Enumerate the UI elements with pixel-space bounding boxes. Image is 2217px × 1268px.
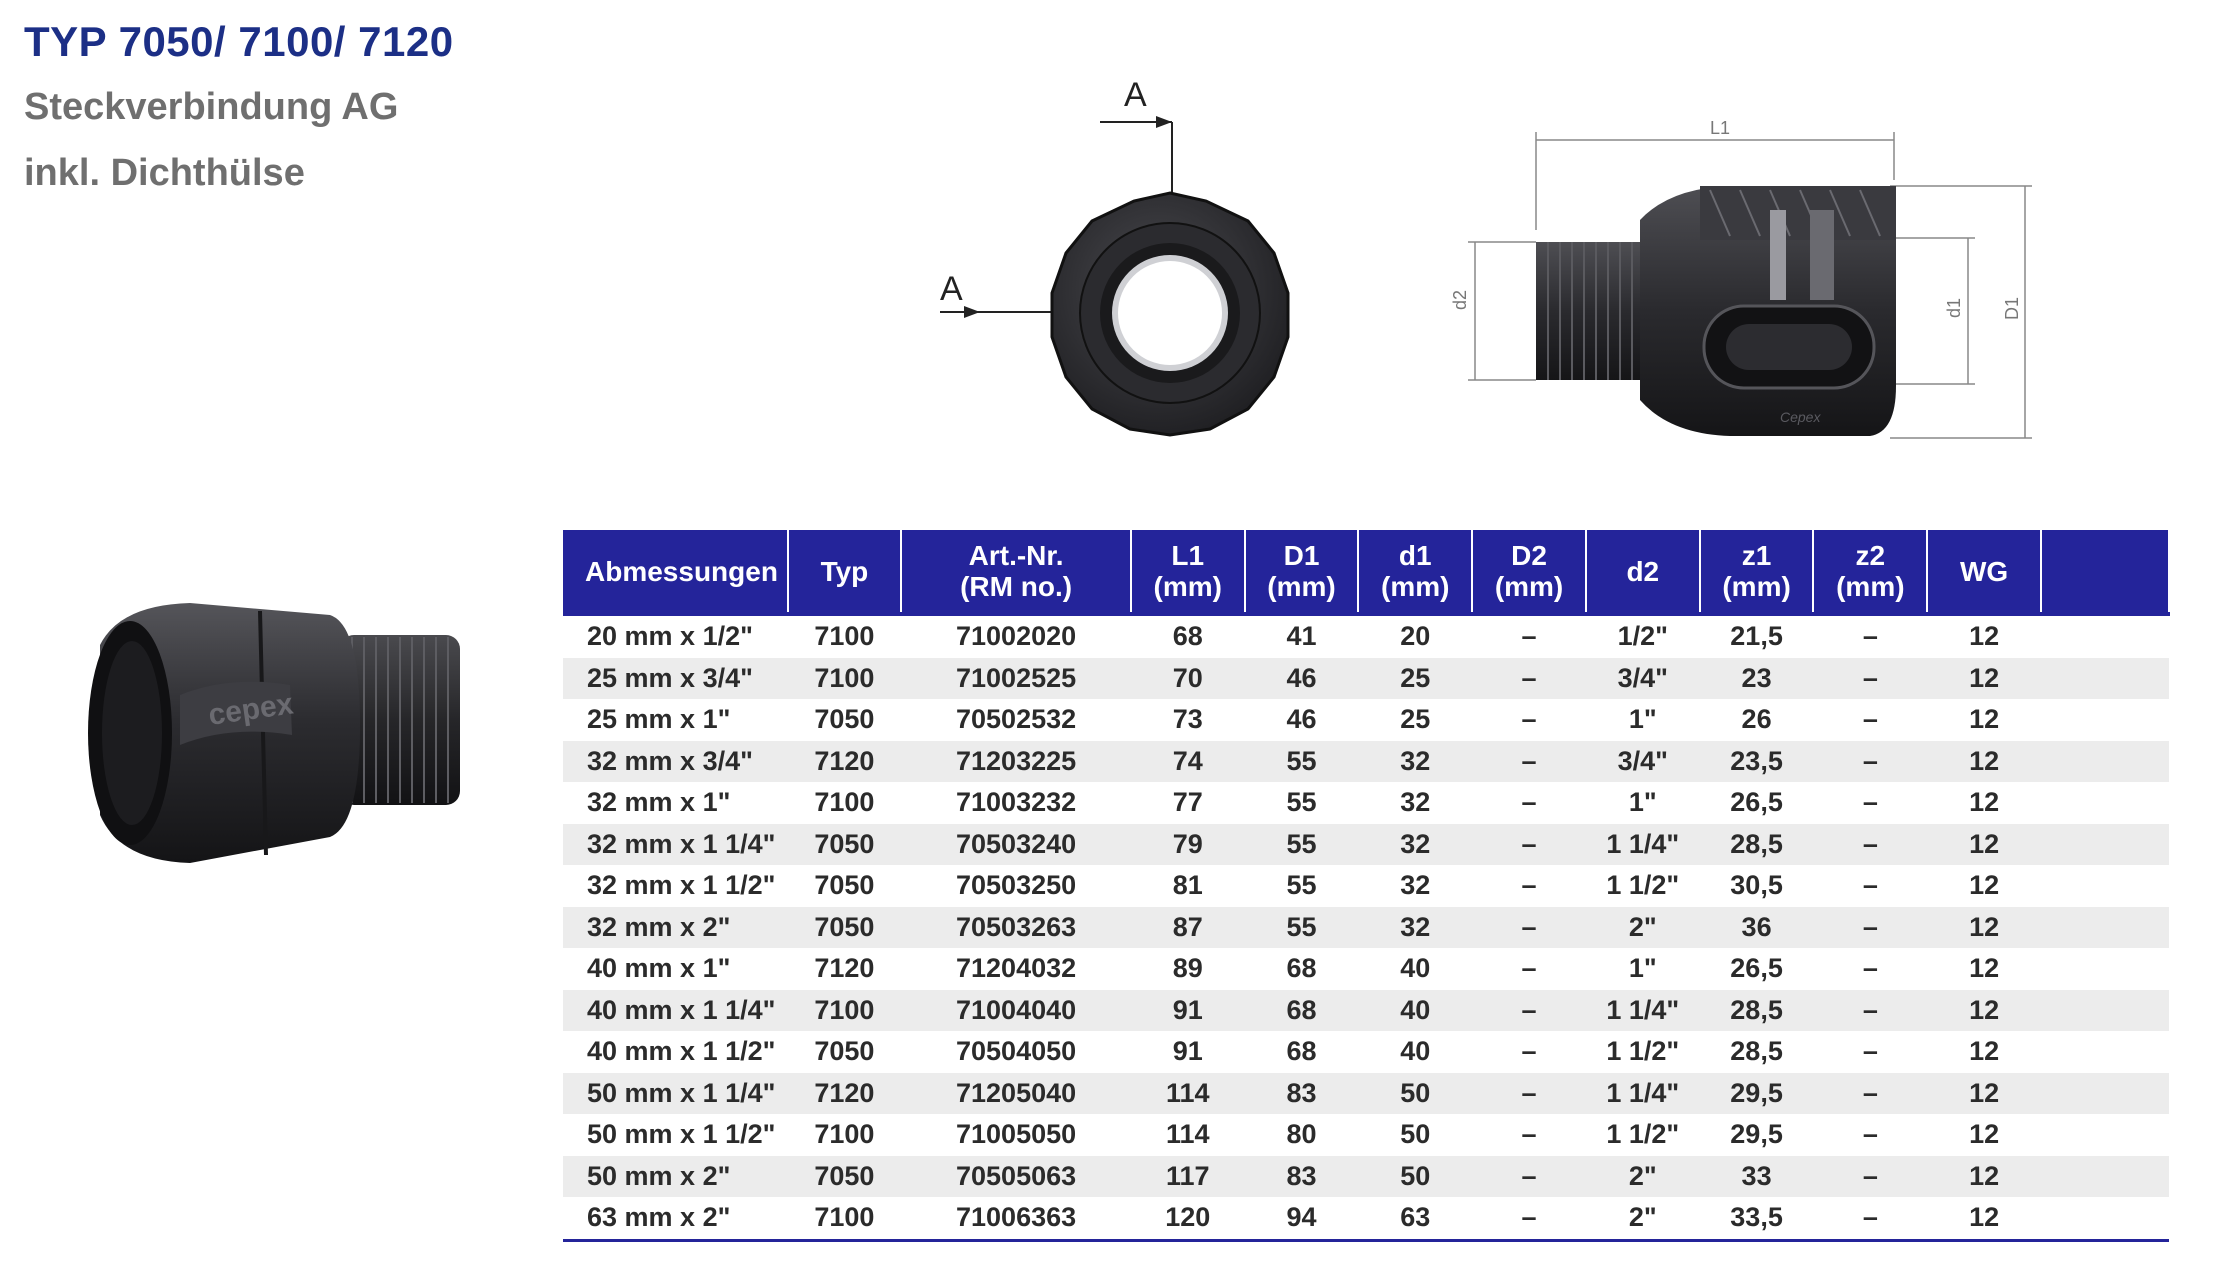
table-cell: 3/4" bbox=[1586, 741, 1700, 783]
table-cell: – bbox=[1862, 953, 1878, 984]
table-cell: – bbox=[1813, 741, 1927, 783]
table-row bbox=[563, 741, 2169, 783]
table-cell: 32 mm x 1 1/4" bbox=[563, 824, 788, 866]
table-cell: 12 bbox=[1927, 1156, 2041, 1198]
table-cell: 3/4" bbox=[1586, 658, 1700, 700]
table-cell: 21,5 bbox=[1730, 621, 1783, 652]
table-cell: – bbox=[1813, 990, 1927, 1032]
table-cell: – bbox=[1521, 787, 1537, 818]
table-cell: 7050 bbox=[788, 1156, 902, 1198]
table-cell: 120 bbox=[1165, 1202, 1211, 1233]
table-cell: 36 bbox=[1700, 907, 1814, 949]
table-cell: – bbox=[1862, 1119, 1878, 1150]
section-label-top: A bbox=[1124, 76, 1147, 114]
table-cell: 30,5 bbox=[1730, 870, 1783, 901]
table-cell: 83 bbox=[1245, 1073, 1359, 1115]
table-cell: – bbox=[1862, 704, 1878, 735]
col-header-d2-outer: D2 (mm) bbox=[1472, 530, 1586, 614]
table-cell: 7100 bbox=[788, 990, 902, 1032]
table-cell: 23 bbox=[1700, 658, 1814, 700]
table-cell: 1 1/4" bbox=[1586, 1073, 1700, 1115]
table-cell: 7050 bbox=[788, 824, 902, 866]
table-cell: – bbox=[1472, 1156, 1586, 1198]
table-cell: 7100 bbox=[814, 787, 875, 818]
table-cell: 29,5 bbox=[1730, 1119, 1783, 1150]
table-cell: 7120 bbox=[814, 953, 875, 984]
table-cell: 12 bbox=[1969, 953, 2000, 984]
table-cell: 26,5 bbox=[1730, 787, 1783, 818]
table-cell: 80 bbox=[1286, 1119, 1317, 1150]
table-row bbox=[563, 1156, 2169, 1198]
col-header-blank bbox=[2041, 530, 2169, 614]
table-row bbox=[563, 1031, 2169, 1073]
front-view-drawing bbox=[920, 60, 1320, 460]
dim-label-d1: d1 bbox=[1944, 297, 1964, 318]
table-cell: 70 bbox=[1131, 658, 1245, 700]
col-header-d1-outer: D1 (mm) bbox=[1245, 530, 1359, 614]
table-cell: 7120 bbox=[788, 741, 902, 783]
table-cell: 71004040 bbox=[901, 990, 1131, 1032]
table-cell: 1 1/2" bbox=[1606, 1036, 1680, 1067]
table-cell: 7050 bbox=[814, 704, 875, 735]
table-cell: 70504050 bbox=[956, 1036, 1077, 1067]
table-header-row bbox=[563, 530, 2169, 614]
table-row bbox=[563, 1073, 2169, 1115]
col-header-l1: L1 (mm) bbox=[1131, 530, 1245, 614]
table-cell: 25 bbox=[1400, 704, 1431, 735]
table-cell: 12 bbox=[1969, 1202, 2000, 1233]
table-row bbox=[563, 782, 2169, 824]
table-cell: 12 bbox=[1969, 787, 2000, 818]
table-cell: 74 bbox=[1131, 741, 1245, 783]
table-cell: 40 bbox=[1358, 990, 1472, 1032]
table-cell: 7100 bbox=[788, 658, 902, 700]
table-cell: 114 bbox=[1165, 1119, 1210, 1150]
spec-table bbox=[563, 530, 2170, 1242]
table-cell: – bbox=[1472, 824, 1586, 866]
table-cell: 70505063 bbox=[901, 1156, 1131, 1198]
table-cell-blank bbox=[2041, 658, 2169, 700]
table-cell-blank bbox=[2041, 1197, 2169, 1240]
table-cell: 32 bbox=[1358, 741, 1472, 783]
page-subtitle: Steckverbindung AG bbox=[24, 86, 399, 128]
table-cell: 55 bbox=[1245, 907, 1359, 949]
table-cell: 32 mm x 1 1/2" bbox=[587, 870, 776, 901]
table-cell: 7100 bbox=[814, 1202, 875, 1233]
table-cell: – bbox=[1521, 704, 1537, 735]
col-header-z1: z1 (mm) bbox=[1700, 530, 1814, 614]
table-cell: 71002020 bbox=[956, 621, 1077, 652]
table-cell: 32 mm x 3/4" bbox=[563, 741, 788, 783]
table-cell: – bbox=[1862, 870, 1878, 901]
table-cell: – bbox=[1862, 1202, 1878, 1233]
table-cell-blank bbox=[2041, 1114, 2169, 1156]
table-cell: – bbox=[1521, 621, 1537, 652]
table-cell: 25 bbox=[1358, 658, 1472, 700]
table-row bbox=[563, 907, 2169, 949]
table-cell: – bbox=[1862, 1036, 1878, 1067]
col-header-typ: Typ bbox=[788, 530, 902, 614]
table-row bbox=[563, 948, 2169, 990]
table-cell: 40 mm x 1" bbox=[587, 953, 731, 984]
table-cell: 12 bbox=[1927, 990, 2041, 1032]
table-cell: 68 bbox=[1286, 1036, 1317, 1067]
table-cell: 2" bbox=[1628, 1202, 1657, 1233]
table-cell: 25 mm x 3/4" bbox=[563, 658, 788, 700]
col-header-z2: z2 (mm) bbox=[1813, 530, 1927, 614]
table-cell: – bbox=[1521, 1119, 1537, 1150]
table-cell: 26,5 bbox=[1730, 953, 1783, 984]
table-cell: 83 bbox=[1245, 1156, 1359, 1198]
table-cell: 7050 bbox=[814, 870, 875, 901]
table-cell: 50 bbox=[1358, 1156, 1472, 1198]
table-cell: 7100 bbox=[814, 1119, 875, 1150]
table-cell: – bbox=[1813, 824, 1927, 866]
table-cell: 68 bbox=[1172, 621, 1203, 652]
table-cell: 28,5 bbox=[1700, 990, 1814, 1032]
table-cell: 12 bbox=[1927, 824, 2041, 866]
table-cell: – bbox=[1521, 870, 1537, 901]
table-cell: 29,5 bbox=[1700, 1073, 1814, 1115]
table-cell: 71003232 bbox=[956, 787, 1077, 818]
table-cell: – bbox=[1521, 1036, 1537, 1067]
table-cell: – bbox=[1862, 621, 1878, 652]
table-cell-blank bbox=[2041, 1156, 2169, 1198]
table-row bbox=[563, 824, 2169, 866]
table-cell: 12 bbox=[1969, 621, 2000, 652]
table-cell: – bbox=[1472, 907, 1586, 949]
table-cell: 2" bbox=[1586, 1156, 1700, 1198]
table-cell: 79 bbox=[1131, 824, 1245, 866]
table-cell: 1" bbox=[1628, 704, 1657, 735]
table-cell: 40 bbox=[1400, 1036, 1431, 1067]
table-cell: 32 mm x 2" bbox=[563, 907, 788, 949]
table-cell-blank bbox=[2041, 1073, 2169, 1115]
table-cell: – bbox=[1472, 1073, 1586, 1115]
table-cell: 12 bbox=[1969, 704, 2000, 735]
table-cell: – bbox=[1813, 658, 1927, 700]
table-cell-blank bbox=[2041, 699, 2169, 741]
table-cell: 1" bbox=[1628, 787, 1657, 818]
table-cell-blank bbox=[2041, 990, 2169, 1032]
table-cell: 12 bbox=[1927, 658, 2041, 700]
table-cell: 28,5 bbox=[1730, 1036, 1783, 1067]
table-cell: 91 bbox=[1172, 1036, 1203, 1067]
col-header-wg: WG bbox=[1927, 530, 2041, 614]
table-cell: 32 bbox=[1358, 907, 1472, 949]
table-cell: 41 bbox=[1286, 621, 1317, 652]
page-subtitle-secondary: inkl. Dichthülse bbox=[24, 152, 305, 194]
table-cell: 70502532 bbox=[956, 704, 1077, 735]
table-row bbox=[563, 1114, 2169, 1156]
table-cell: 1 1/4" bbox=[1586, 990, 1700, 1032]
table-row bbox=[563, 865, 2169, 907]
table-cell: 68 bbox=[1286, 953, 1317, 984]
table-row bbox=[563, 658, 2169, 700]
table-cell: 50 bbox=[1358, 1073, 1472, 1115]
table-cell: 40 mm x 1 1/2" bbox=[587, 1036, 776, 1067]
table-cell: 7120 bbox=[788, 1073, 902, 1115]
table-row bbox=[563, 1197, 2169, 1240]
table-cell: 33,5 bbox=[1730, 1202, 1783, 1233]
table-cell: 89 bbox=[1172, 953, 1203, 984]
col-header-abmessungen: Abmessungen bbox=[563, 530, 788, 614]
table-cell: 50 mm x 1 1/2" bbox=[587, 1119, 776, 1150]
table-cell: 26 bbox=[1741, 704, 1772, 735]
table-cell: 55 bbox=[1245, 741, 1359, 783]
table-cell: 32 mm x 1" bbox=[587, 787, 731, 818]
table-cell: 23,5 bbox=[1700, 741, 1814, 783]
section-label-left: A bbox=[940, 270, 963, 308]
table-cell: 71002525 bbox=[901, 658, 1131, 700]
table-cell: 32 bbox=[1358, 824, 1472, 866]
table-cell: 81 bbox=[1172, 870, 1203, 901]
table-cell-blank bbox=[2041, 907, 2169, 949]
table-cell: 55 bbox=[1245, 824, 1359, 866]
table-cell-blank bbox=[2041, 782, 2169, 824]
table-cell: 1 1/2" bbox=[1606, 1119, 1680, 1150]
table-cell: 12 bbox=[1927, 907, 2041, 949]
table-cell: 71006363 bbox=[956, 1202, 1077, 1233]
table-cell: 46 bbox=[1286, 704, 1317, 735]
table-cell: – bbox=[1472, 658, 1586, 700]
table-cell: 1 1/2" bbox=[1606, 870, 1680, 901]
table-cell: 32 bbox=[1400, 787, 1431, 818]
table-cell: 40 mm x 1 1/4" bbox=[563, 990, 788, 1032]
col-header-d2-thread: d2 bbox=[1586, 530, 1700, 614]
table-cell: 55 bbox=[1286, 870, 1317, 901]
table-cell: – bbox=[1472, 741, 1586, 783]
page-title: TYP 7050/ 7100/ 7120 bbox=[24, 18, 454, 65]
table-cell: 55 bbox=[1286, 787, 1317, 818]
table-cell-blank bbox=[2041, 824, 2169, 866]
dim-label-L1: L1 bbox=[1710, 118, 1731, 138]
table-cell: – bbox=[1813, 1073, 1927, 1115]
brand-mark: Cepex bbox=[1780, 409, 1821, 425]
table-cell: 12 bbox=[1969, 870, 2000, 901]
table-cell: 20 mm x 1/2" bbox=[587, 621, 753, 652]
table-cell: 12 bbox=[1927, 1073, 2041, 1115]
table-cell: 46 bbox=[1245, 658, 1359, 700]
table-cell: 70503263 bbox=[901, 907, 1131, 949]
dim-label-d2: d2 bbox=[1450, 289, 1470, 310]
table-cell: 71205040 bbox=[901, 1073, 1131, 1115]
table-cell: – bbox=[1521, 953, 1537, 984]
table-cell: – bbox=[1862, 787, 1878, 818]
table-cell: 70503240 bbox=[901, 824, 1131, 866]
table-cell: 2" bbox=[1586, 907, 1700, 949]
table-cell: 94 bbox=[1286, 1202, 1317, 1233]
table-cell: 7050 bbox=[814, 1036, 875, 1067]
table-row bbox=[563, 699, 2169, 741]
table-cell: 33 bbox=[1700, 1156, 1814, 1198]
table-cell: 7100 bbox=[814, 621, 875, 652]
table-cell: 25 mm x 1" bbox=[587, 704, 731, 735]
table-row bbox=[563, 614, 2169, 658]
svg-text:cepex: cepex bbox=[206, 687, 296, 732]
table-cell: 1" bbox=[1628, 953, 1657, 984]
table-cell: 20 bbox=[1400, 621, 1431, 652]
col-header-art-nr: Art.-Nr. (RM no.) bbox=[901, 530, 1131, 614]
table-cell: – bbox=[1813, 1156, 1927, 1198]
table-cell: 12 bbox=[1927, 741, 2041, 783]
table-cell: 1/2" bbox=[1617, 621, 1668, 652]
side-section-drawing bbox=[1450, 110, 2050, 450]
table-cell: 70503250 bbox=[956, 870, 1077, 901]
table-cell: 63 bbox=[1400, 1202, 1431, 1233]
table-cell: – bbox=[1521, 1202, 1537, 1233]
table-cell: 28,5 bbox=[1700, 824, 1814, 866]
table-cell: 50 mm x 2" bbox=[563, 1156, 788, 1198]
table-body bbox=[563, 614, 2169, 1240]
table-cell: 71203225 bbox=[901, 741, 1131, 783]
table-cell: 32 bbox=[1400, 870, 1431, 901]
dim-label-D1: D1 bbox=[2002, 296, 2022, 320]
table-cell-blank bbox=[2041, 1031, 2169, 1073]
table-row bbox=[563, 990, 2169, 1032]
col-header-d1-inner: d1 (mm) bbox=[1358, 530, 1472, 614]
table-cell: 12 bbox=[1969, 1036, 2000, 1067]
table-cell: 7050 bbox=[788, 907, 902, 949]
table-cell: 63 mm x 2" bbox=[587, 1202, 731, 1233]
table-cell-blank bbox=[2041, 865, 2169, 907]
table-cell: 117 bbox=[1131, 1156, 1245, 1198]
table-cell: 68 bbox=[1245, 990, 1359, 1032]
table-cell: 50 bbox=[1400, 1119, 1431, 1150]
table-cell: 40 bbox=[1400, 953, 1431, 984]
table-cell-blank bbox=[2041, 948, 2169, 990]
table-cell-blank bbox=[2041, 614, 2169, 658]
table-cell: 1 1/4" bbox=[1586, 824, 1700, 866]
table-cell: – bbox=[1472, 990, 1586, 1032]
product-photo bbox=[60, 575, 500, 895]
table-cell: 50 mm x 1 1/4" bbox=[563, 1073, 788, 1115]
table-cell: 73 bbox=[1172, 704, 1203, 735]
table-cell: 12 bbox=[1969, 1119, 2000, 1150]
table-cell: 91 bbox=[1131, 990, 1245, 1032]
table-cell: 87 bbox=[1131, 907, 1245, 949]
table-cell: 71005050 bbox=[956, 1119, 1077, 1150]
table-cell: 77 bbox=[1172, 787, 1203, 818]
table-cell: – bbox=[1813, 907, 1927, 949]
table-cell: 114 bbox=[1131, 1073, 1245, 1115]
table-cell-blank bbox=[2041, 741, 2169, 783]
table-cell: 71204032 bbox=[956, 953, 1077, 984]
